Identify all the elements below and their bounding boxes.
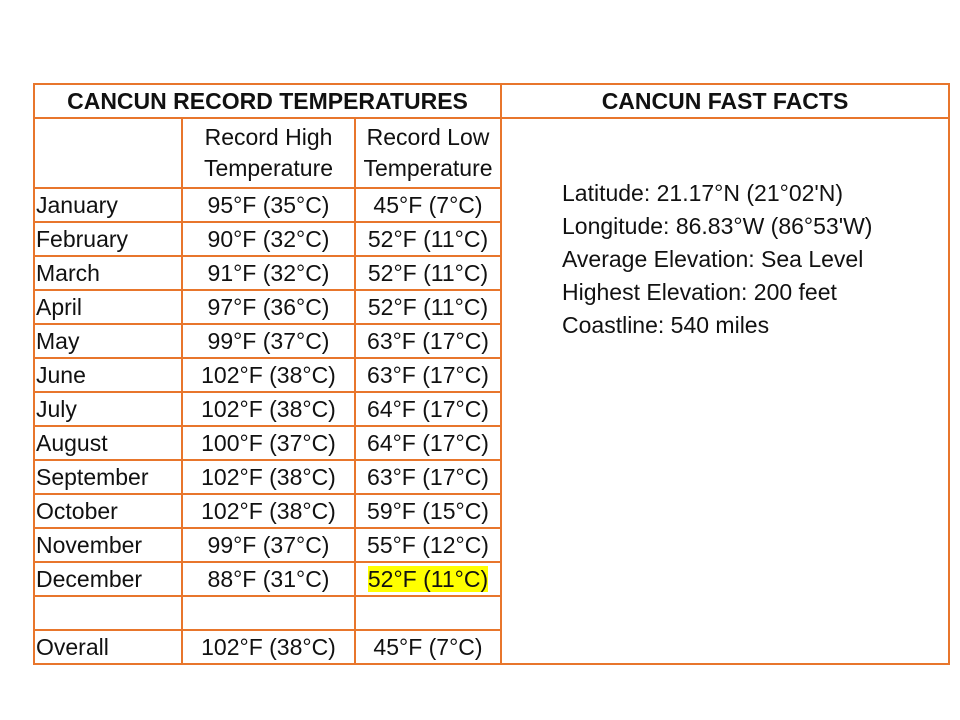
record-low-cell: 52°F (11°C)	[355, 290, 501, 324]
record-low-cell: 59°F (15°C)	[355, 494, 501, 528]
fact-longitude: Longitude: 86.83°W (86°53'W)	[562, 213, 873, 239]
record-low-header-line2: Temperature	[363, 155, 493, 181]
record-low-cell: 52°F (11°C)	[355, 222, 501, 256]
overall-low-cell: 45°F (7°C)	[355, 630, 501, 664]
record-high-cell: 91°F (32°C)	[182, 256, 355, 290]
record-high-cell: 99°F (37°C)	[182, 528, 355, 562]
record-low-cell: 64°F (17°C)	[355, 392, 501, 426]
record-high-header-line1: Record High	[204, 124, 333, 150]
fact-coastline: Coastline: 540 miles	[562, 312, 770, 338]
record-high-cell: 99°F (37°C)	[182, 324, 355, 358]
record-low-cell: 64°F (17°C)	[355, 426, 501, 460]
record-low-cell-highlighted	[355, 562, 501, 596]
month-cell: January	[34, 188, 182, 222]
title-row	[34, 84, 949, 118]
month-header-cell	[34, 118, 182, 188]
record-high-cell: 100°F (37°C)	[182, 426, 355, 460]
record-low-cell: 63°F (17°C)	[355, 358, 501, 392]
record-high-header-line2: Temperature	[203, 155, 334, 181]
record-low-cell: 63°F (17°C)	[355, 460, 501, 494]
cancun-temperature-table	[33, 83, 950, 665]
empty-cell	[182, 596, 355, 630]
record-high-cell: 102°F (38°C)	[182, 494, 355, 528]
record-high-cell: 95°F (35°C)	[182, 188, 355, 222]
fact-latitude: Latitude: 21.17°N (21°02'N)	[562, 180, 844, 206]
record-low-header-line1: Record Low	[366, 124, 490, 150]
month-cell: September	[34, 460, 182, 494]
highlighted-value: 52°F (11°C)	[367, 565, 489, 592]
record-high-cell: 102°F (38°C)	[182, 358, 355, 392]
month-cell: August	[34, 426, 182, 460]
month-cell: June	[34, 358, 182, 392]
month-cell: February	[34, 222, 182, 256]
record-high-cell: 102°F (38°C)	[182, 460, 355, 494]
column-header-row	[34, 118, 949, 188]
month-cell: April	[34, 290, 182, 324]
month-cell: May	[34, 324, 182, 358]
fast-facts-title: CANCUN FAST FACTS	[501, 84, 949, 118]
month-cell: March	[34, 256, 182, 290]
record-low-cell: 52°F (11°C)	[355, 256, 501, 290]
month-cell: December	[34, 562, 182, 596]
overall-label: Overall	[34, 630, 182, 664]
record-low-cell: 55°F (12°C)	[355, 528, 501, 562]
fast-facts-cell	[501, 118, 949, 664]
fact-average-elevation: Average Elevation: Sea Level	[562, 246, 864, 272]
record-high-cell: 88°F (31°C)	[182, 562, 355, 596]
fact-highest-elevation: Highest Elevation: 200 feet	[562, 279, 837, 305]
record-high-header	[182, 118, 355, 188]
month-cell: October	[34, 494, 182, 528]
record-low-header	[355, 118, 501, 188]
record-high-cell: 102°F (38°C)	[182, 392, 355, 426]
month-cell: July	[34, 392, 182, 426]
table-body	[34, 84, 949, 664]
record-low-cell: 45°F (7°C)	[355, 188, 501, 222]
record-temperatures-title: CANCUN RECORD TEMPERATURES	[34, 84, 501, 118]
empty-cell	[355, 596, 501, 630]
month-cell: November	[34, 528, 182, 562]
overall-high-cell: 102°F (38°C)	[182, 630, 355, 664]
empty-cell	[34, 596, 182, 630]
record-high-cell: 90°F (32°C)	[182, 222, 355, 256]
record-low-cell: 63°F (17°C)	[355, 324, 501, 358]
record-high-cell: 97°F (36°C)	[182, 290, 355, 324]
